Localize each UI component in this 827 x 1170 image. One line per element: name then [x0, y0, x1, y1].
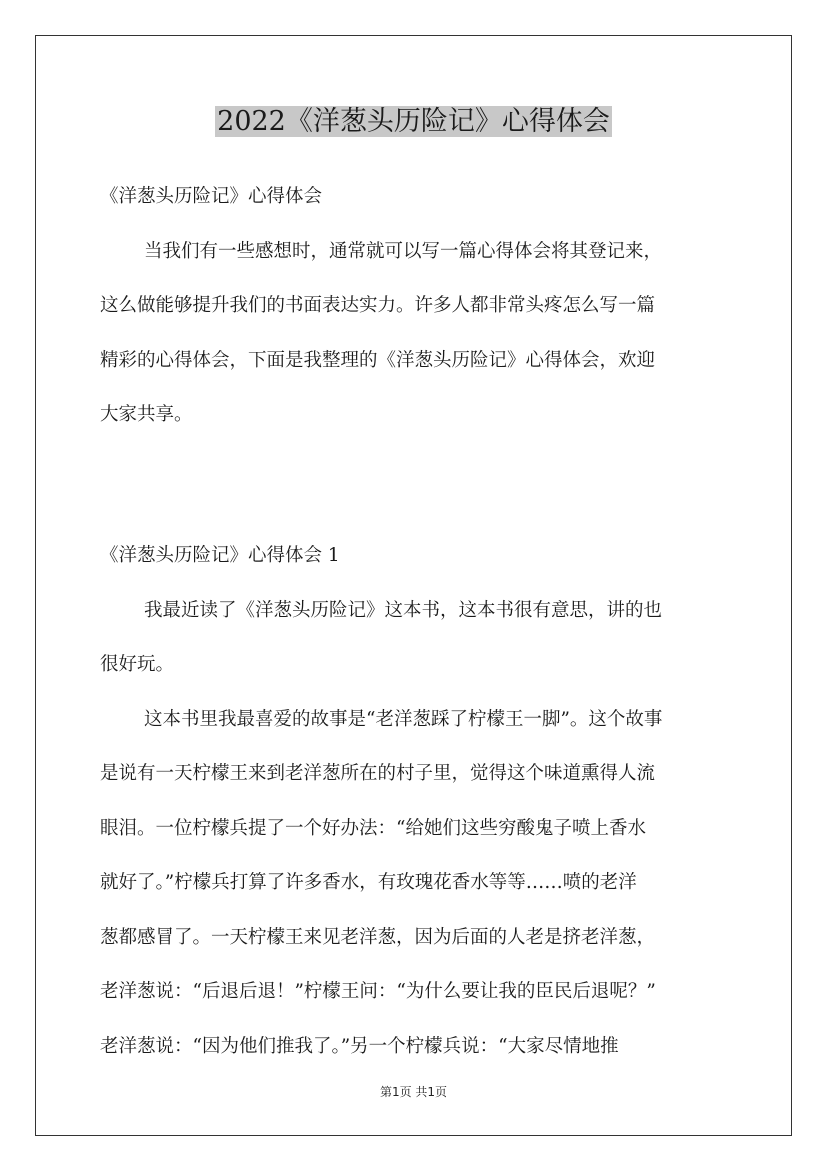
text-line: 老洋葱说：“后退后退！”柠檬王问：“为什么要让我的臣民后退呢？” — [100, 981, 656, 1002]
document-body — [100, 170, 732, 1074]
text-line: 当我们有一些感想时，通常就可以写一篇心得体会将其登记来， — [144, 240, 663, 262]
paragraph-gap — [100, 459, 732, 514]
document-title: 2022《洋葱头历险记》心得体会 — [217, 106, 610, 137]
text-line: 大家共享。 — [100, 404, 193, 425]
text-line: 就好了。”柠檬兵打算了许多香水，有玫瑰花香水等等……喷的老洋 — [100, 872, 637, 893]
text-line: 我最近读了《洋葱头历险记》这本书，这本书很有意思，讲的也 — [144, 599, 663, 621]
text-line: 老洋葱说：“因为他们推我了。”另一个柠檬兵说：“大家尽情地推 — [100, 1035, 619, 1057]
text-line: 眼泪。一位柠檬兵提了一个好办法：“给她们这些穷酸鬼子喷上香水 — [100, 817, 646, 839]
text-line: 《洋葱头历险记》心得体会 — [100, 186, 323, 207]
text-line: 是说有一天柠檬王来到老洋葱所在的村子里，觉得这个味道熏得人流 — [100, 763, 656, 784]
text-line: 很好玩。 — [100, 654, 175, 675]
text-line: 葱都感冒了。一天柠檬王来见老洋葱，因为后面的人老是挤老洋葱， — [100, 926, 656, 948]
text-line: 精彩的心得体会，下面是我整理的《洋葱头历险记》心得体会，欢迎 — [100, 349, 656, 371]
text-line: 《洋葱头历险记》心得体会 1 — [100, 545, 340, 566]
text-line: 这么做能够提升我们的书面表达实力。许多人都非常头疼怎么写一篇 — [100, 295, 656, 316]
page-footer: 第1页 共1页 — [379, 1085, 448, 1099]
text-line: 这本书里我最喜爱的故事是“老洋葱踩了柠檬王一脚”。这个故事 — [144, 708, 663, 730]
